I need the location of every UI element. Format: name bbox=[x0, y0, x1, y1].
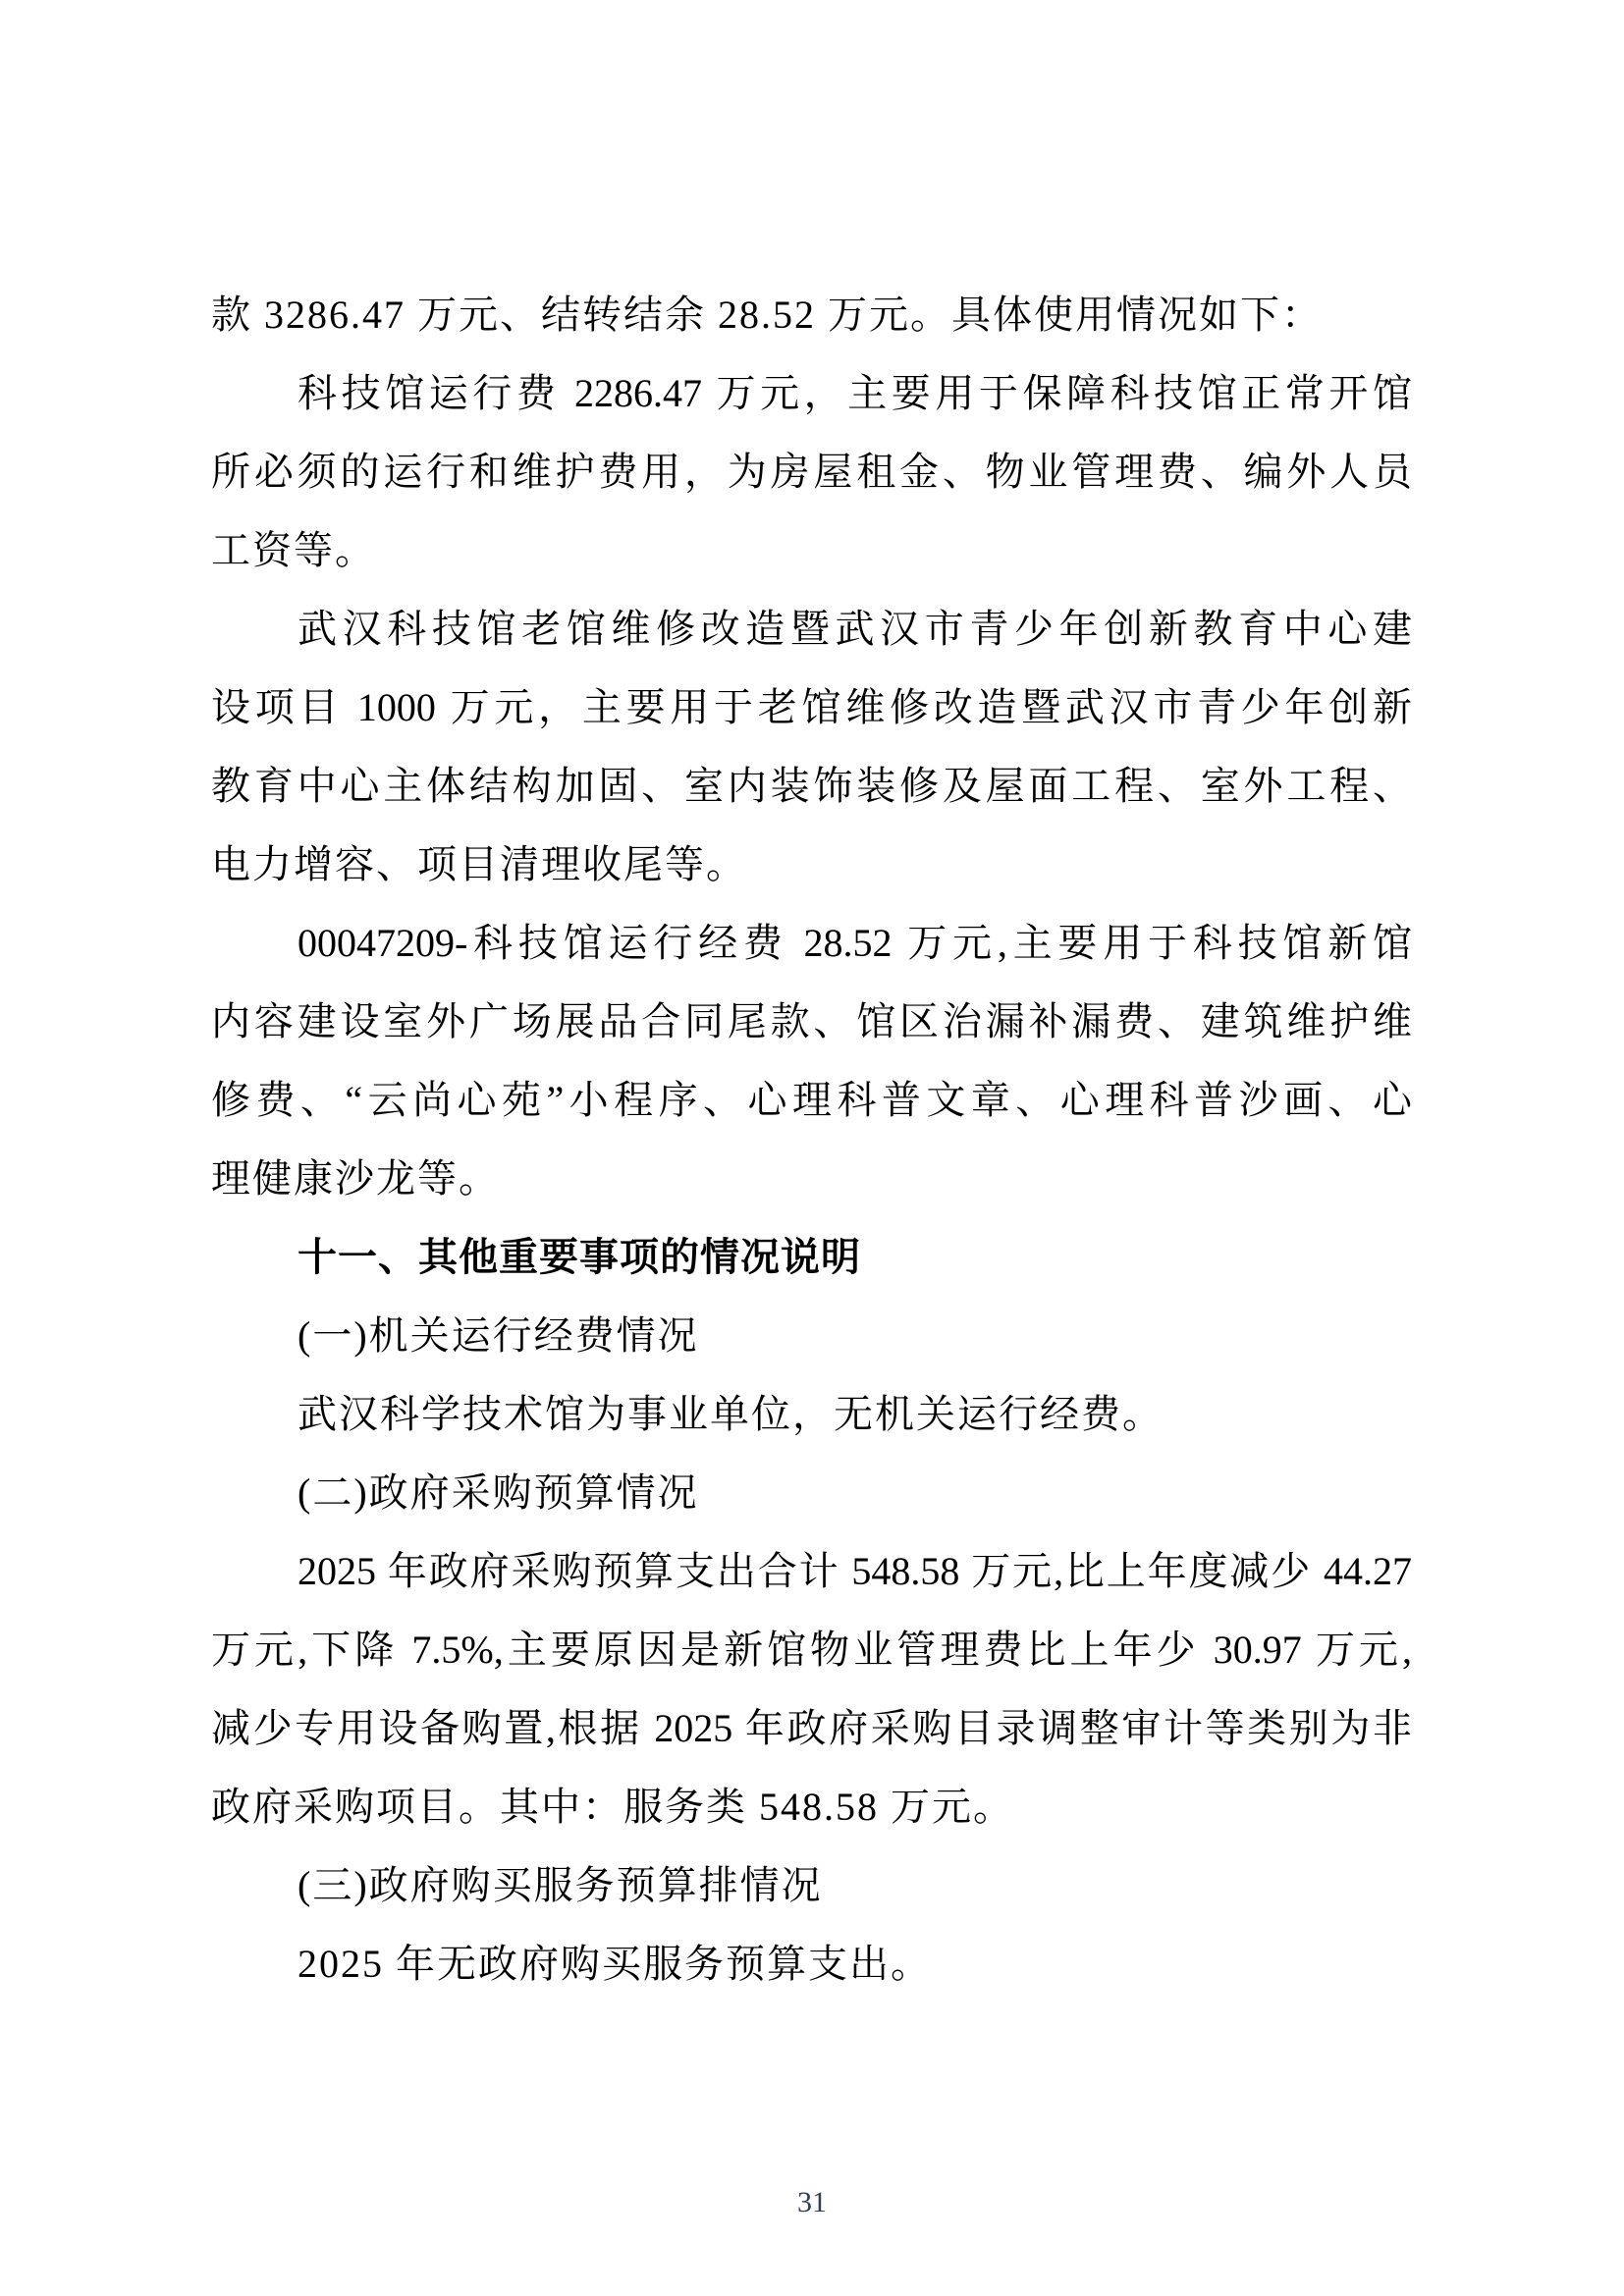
section-heading: 十一、其他重要事项的情况说明 bbox=[298, 1236, 861, 1279]
text-line: 武汉科技馆老馆维修改造暨武汉市青少年创新教育中心建 bbox=[298, 607, 1412, 651]
text-line: 万元,下降 7.5%,主要原因是新馆物业管理费比上年少 30.97 万元, bbox=[211, 1628, 1412, 1672]
text-line: 所必须的运行和维护费用，为房屋租金、物业管理费、编外人员 bbox=[211, 450, 1412, 494]
text-line: 武汉科学技术馆为事业单位，无机关运行经费。 bbox=[298, 1392, 1164, 1436]
text-line: 2025 年无政府购买服务预算支出。 bbox=[298, 1942, 932, 1986]
text-line: 00047209-科技馆运行经费 28.52 万元,主要用于科技馆新馆 bbox=[298, 921, 1412, 965]
text-line: 2025 年政府采购预算支出合计 548.58 万元,比上年度减少 44.27 bbox=[298, 1549, 1412, 1593]
text-line: 理健康沙龙等。 bbox=[211, 1156, 500, 1201]
subsection-heading: (三)政府购买服务预算排情况 bbox=[298, 1863, 823, 1907]
text-line: 减少专用设备购置,根据 2025 年政府采购目录调整审计等类别为非 bbox=[211, 1706, 1412, 1750]
subsection-heading: (一)机关运行经费情况 bbox=[298, 1313, 699, 1358]
page-footer bbox=[0, 2185, 1624, 2220]
text-line: 设项目 1000 万元，主要用于老馆维修改造暨武汉市青少年创新 bbox=[211, 685, 1412, 729]
text-line: 电力增容、项目清理收尾等。 bbox=[211, 842, 747, 886]
text-line: 政府采购项目。其中：服务类 548.58 万元。 bbox=[211, 1785, 1014, 1829]
text-line: 工资等。 bbox=[211, 528, 376, 572]
text-line: 教育中心主体结构加固、室内装饰装修及屋面工程、室外工程、 bbox=[211, 764, 1412, 808]
subsection-heading: (二)政府采购预算情况 bbox=[298, 1470, 699, 1515]
text-line: 修费、“云尚心苑”小程序、心理科普文章、心理科普沙画、心 bbox=[211, 1078, 1412, 1122]
document-body bbox=[211, 276, 1412, 2003]
page-number: 31 bbox=[797, 2186, 827, 2218]
text-line: 款 3286.47 万元、结转结余 28.52 万元。具体使用情况如下： bbox=[211, 293, 1323, 337]
text-line: 内容建设室外广场展品合同尾款、馆区治漏补漏费、建筑维护维 bbox=[211, 999, 1412, 1043]
text-line: 科技馆运行费 2286.47 万元，主要用于保障科技馆正常开馆 bbox=[298, 371, 1412, 415]
